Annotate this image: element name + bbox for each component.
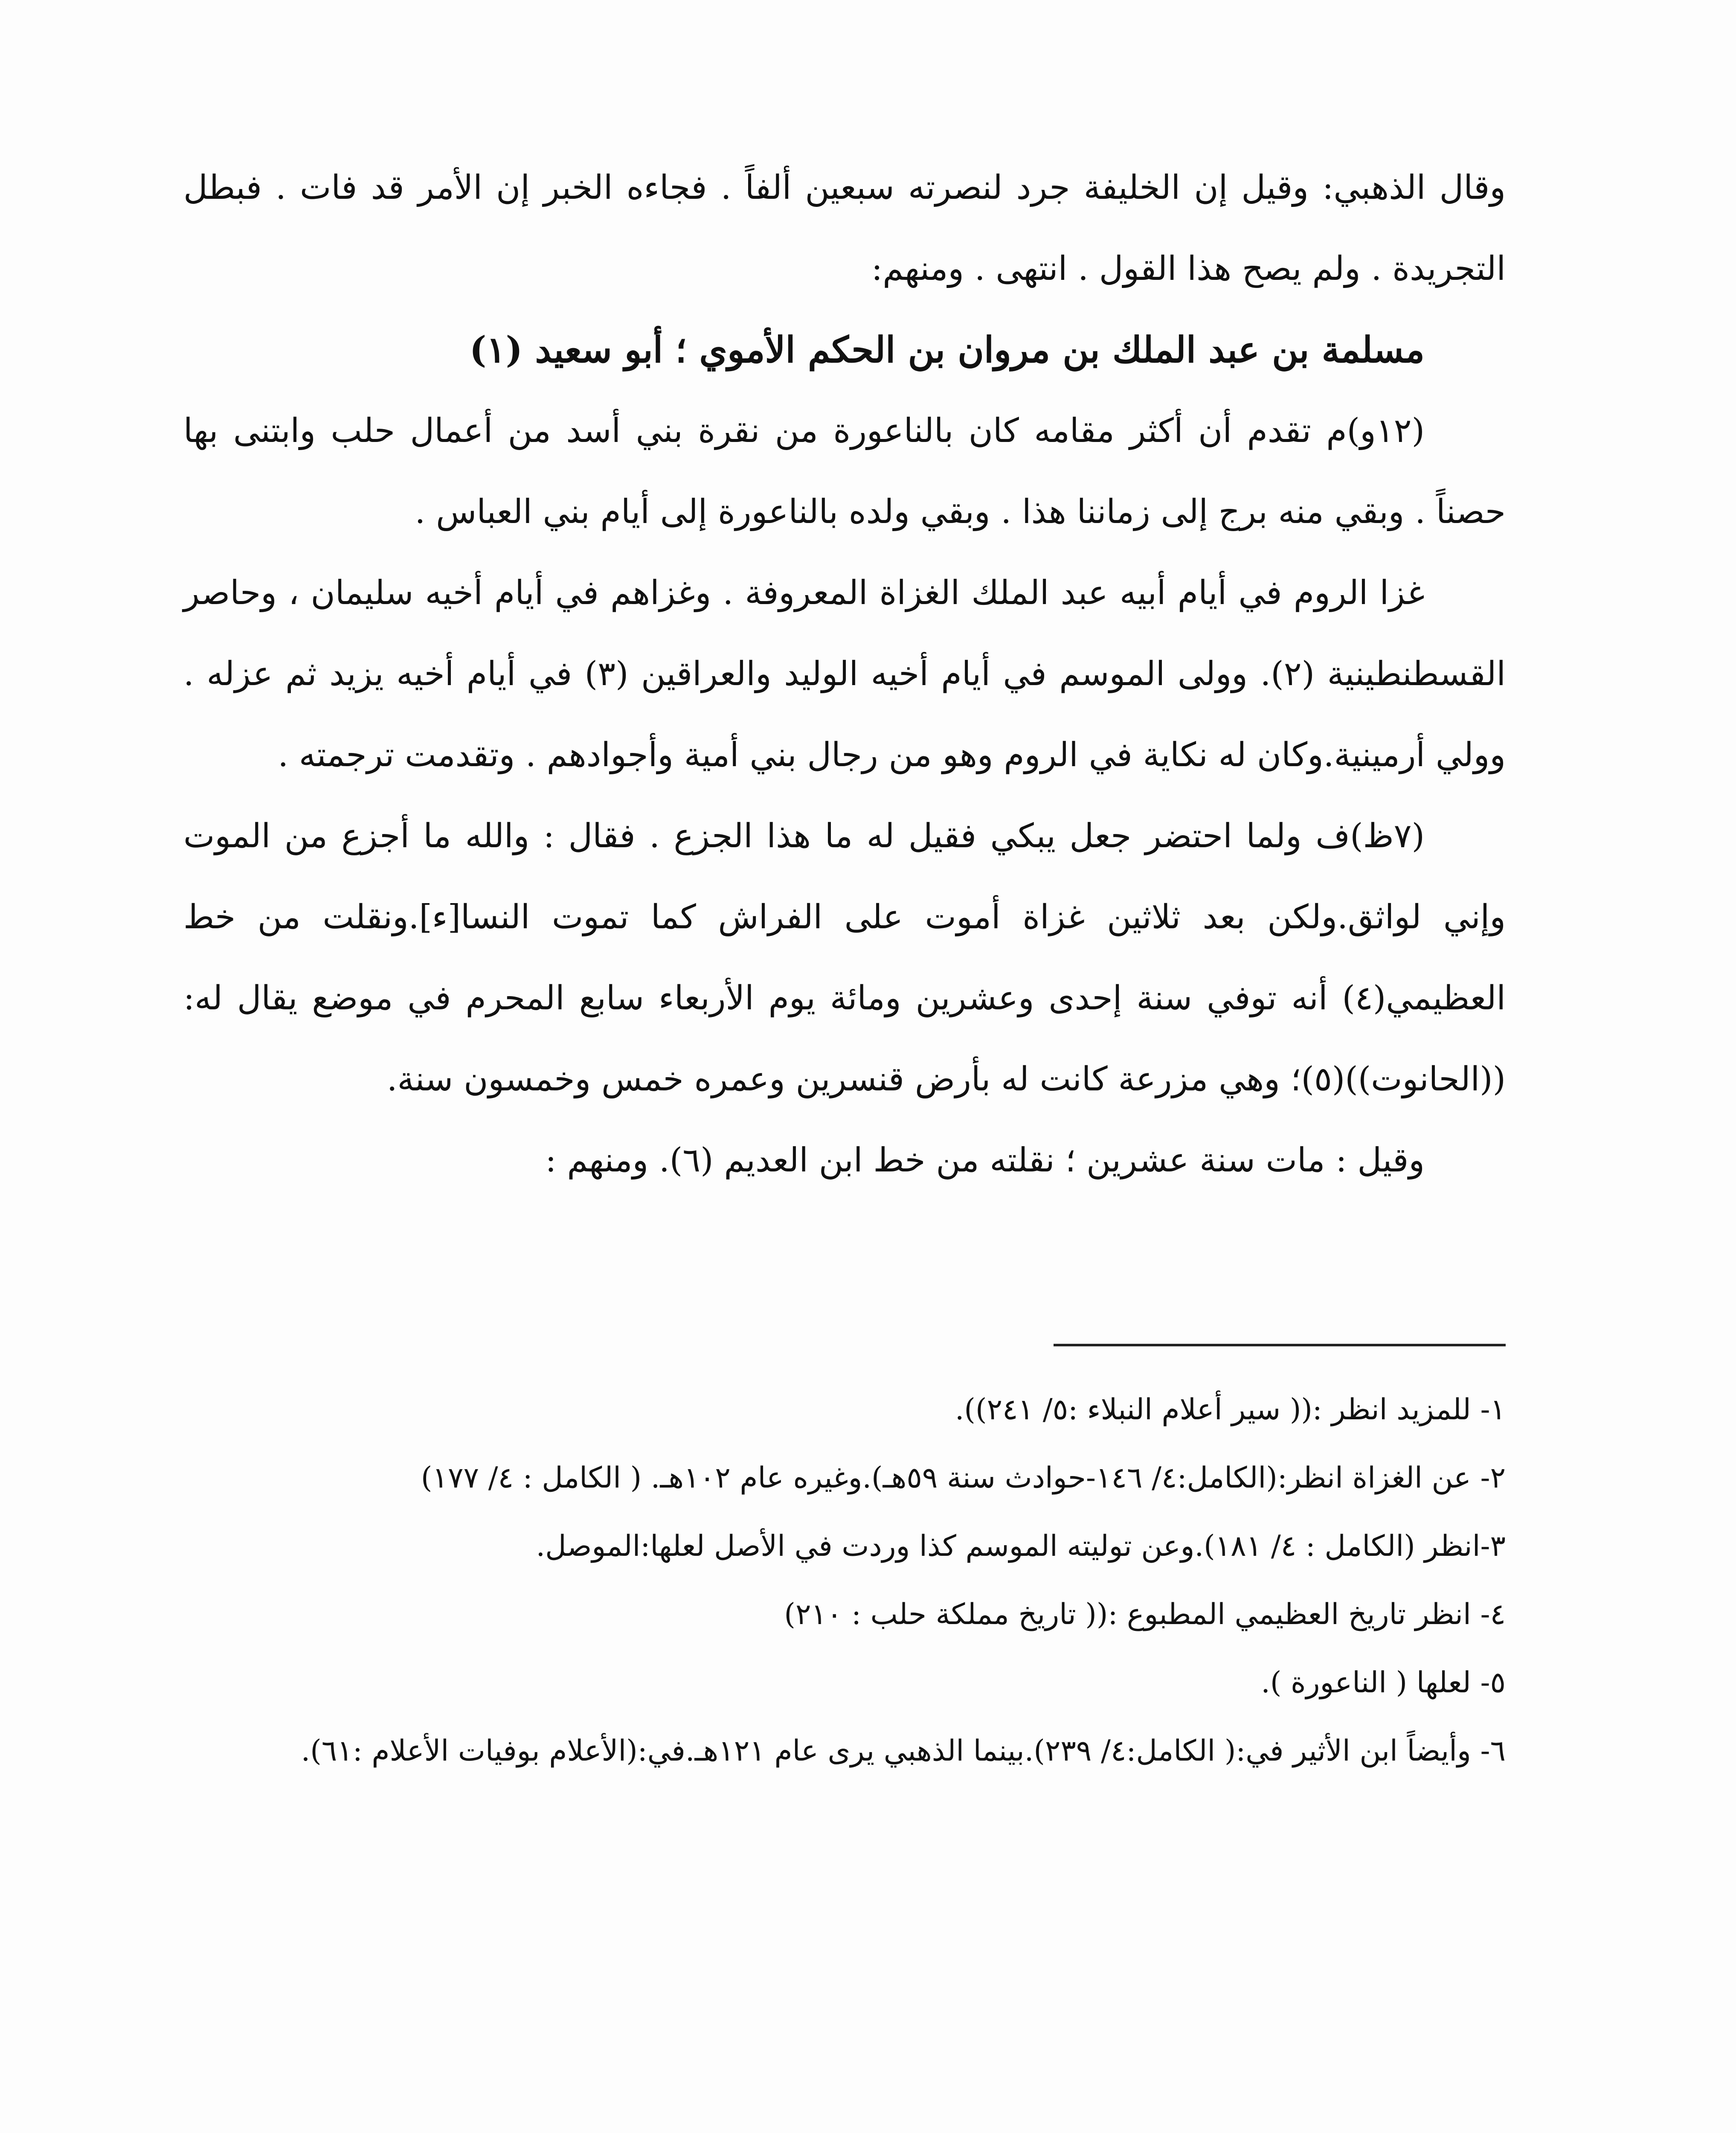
main-text-block: [183, 147, 1506, 1201]
footnote-separator: [1054, 1344, 1506, 1346]
paragraph-death: (٧ظ)ف ولما احتضر جعل يبكي فقيل له ما هذا الجزع . فقال : والله ما أجزع من الموت وإني لواثق.ولكن بعد ثلاثين غزاة أموت على الفراش كما تموت النسا[ء].ونقلت من خط العظيمي(٤) أنه توفي سنة إحدى وعشرين ومائة يوم الأربعاء سابع المحرم في موضع يقال له:((الحانوت))(٥)؛ وهي مزرعة كانت له بأرض قنسرين وعمره خمس وخمسون سنة.: [183, 817, 1506, 1098]
footnote-6: ٦- وأيضاً ابن الأثير في:( الكامل:٤/ ٢٣٩).بينما الذهبي يرى عام ١٢١هـ.في:(الأعلام بوفيات الأعلام :٦١).: [301, 1734, 1506, 1768]
paragraph-campaigns: غزا الروم في أيام أبيه عبد الملك الغزاة المعروفة . وغزاهم في أيام أخيه سليمان ، وحاصر القسطنطينية (٢). وولى الموسم في أيام أخيه الوليد والعراقين (٣) في أيام أخيه يزيد ثم عزله . وولي أرمينية.وكان له نكاية في الروم وهو من رجال بني أمية وأجوادهم . وتقدمت ترجمته .: [183, 574, 1506, 774]
footnote-3: ٣-انظر (الكامل : ٤/ ١٨١).وعن توليته الموسم كذا وردت في الأصل لعلها:الموصل.: [536, 1529, 1506, 1563]
section-heading-maslama: مسلمة بن عبد الملك بن مروان بن الحكم الأموي ؛ أبو سعيد (١): [469, 328, 1425, 371]
footnote-4: ٤- انظر تاريخ العظيمي المطبوع :(( تاريخ مملكة حلب : ٢١٠): [784, 1598, 1506, 1631]
paragraph-dhahabi-quote: وقال الذهبي: وقيل إن الخليفة جرد لنصرته سبعين ألفاً . فجاءه الخبر إن الأمر قد فات . فبطل التجريدة . ولم يصح هذا القول . انتهى . ومنهم:: [183, 169, 1506, 288]
paragraph-naura: (١٢و)م تقدم أن أكثر مقامه كان بالناعورة من نقرة بني أسد من أعمال حلب وابتنى بها حصناً . وبقي منه برج إلى زماننا هذا . وبقي ولده بالناعورة إلى أيام بني العباس .: [183, 412, 1506, 531]
footnote-5: ٥- لعلها ( الناعورة ).: [1261, 1666, 1506, 1700]
footnote-1: ١- للمزيد انظر :(( سير أعلام النبلاء :٥/ ٢٤١)).: [955, 1393, 1506, 1427]
footnotes-block: [183, 1376, 1506, 1785]
footnote-2: ٢- عن الغزاة انظر:(الكامل:٤/ ١٤٦-حوادث سنة ٥٩هـ).وغيره عام ١٠٢هـ. ( الكامل : ٤/ ١٧٧): [421, 1461, 1506, 1495]
paragraph-alt-death-date: وقيل : مات سنة عشرين ؛ نقلته من خط ابن العديم (٦). ومنهم :: [545, 1141, 1425, 1180]
